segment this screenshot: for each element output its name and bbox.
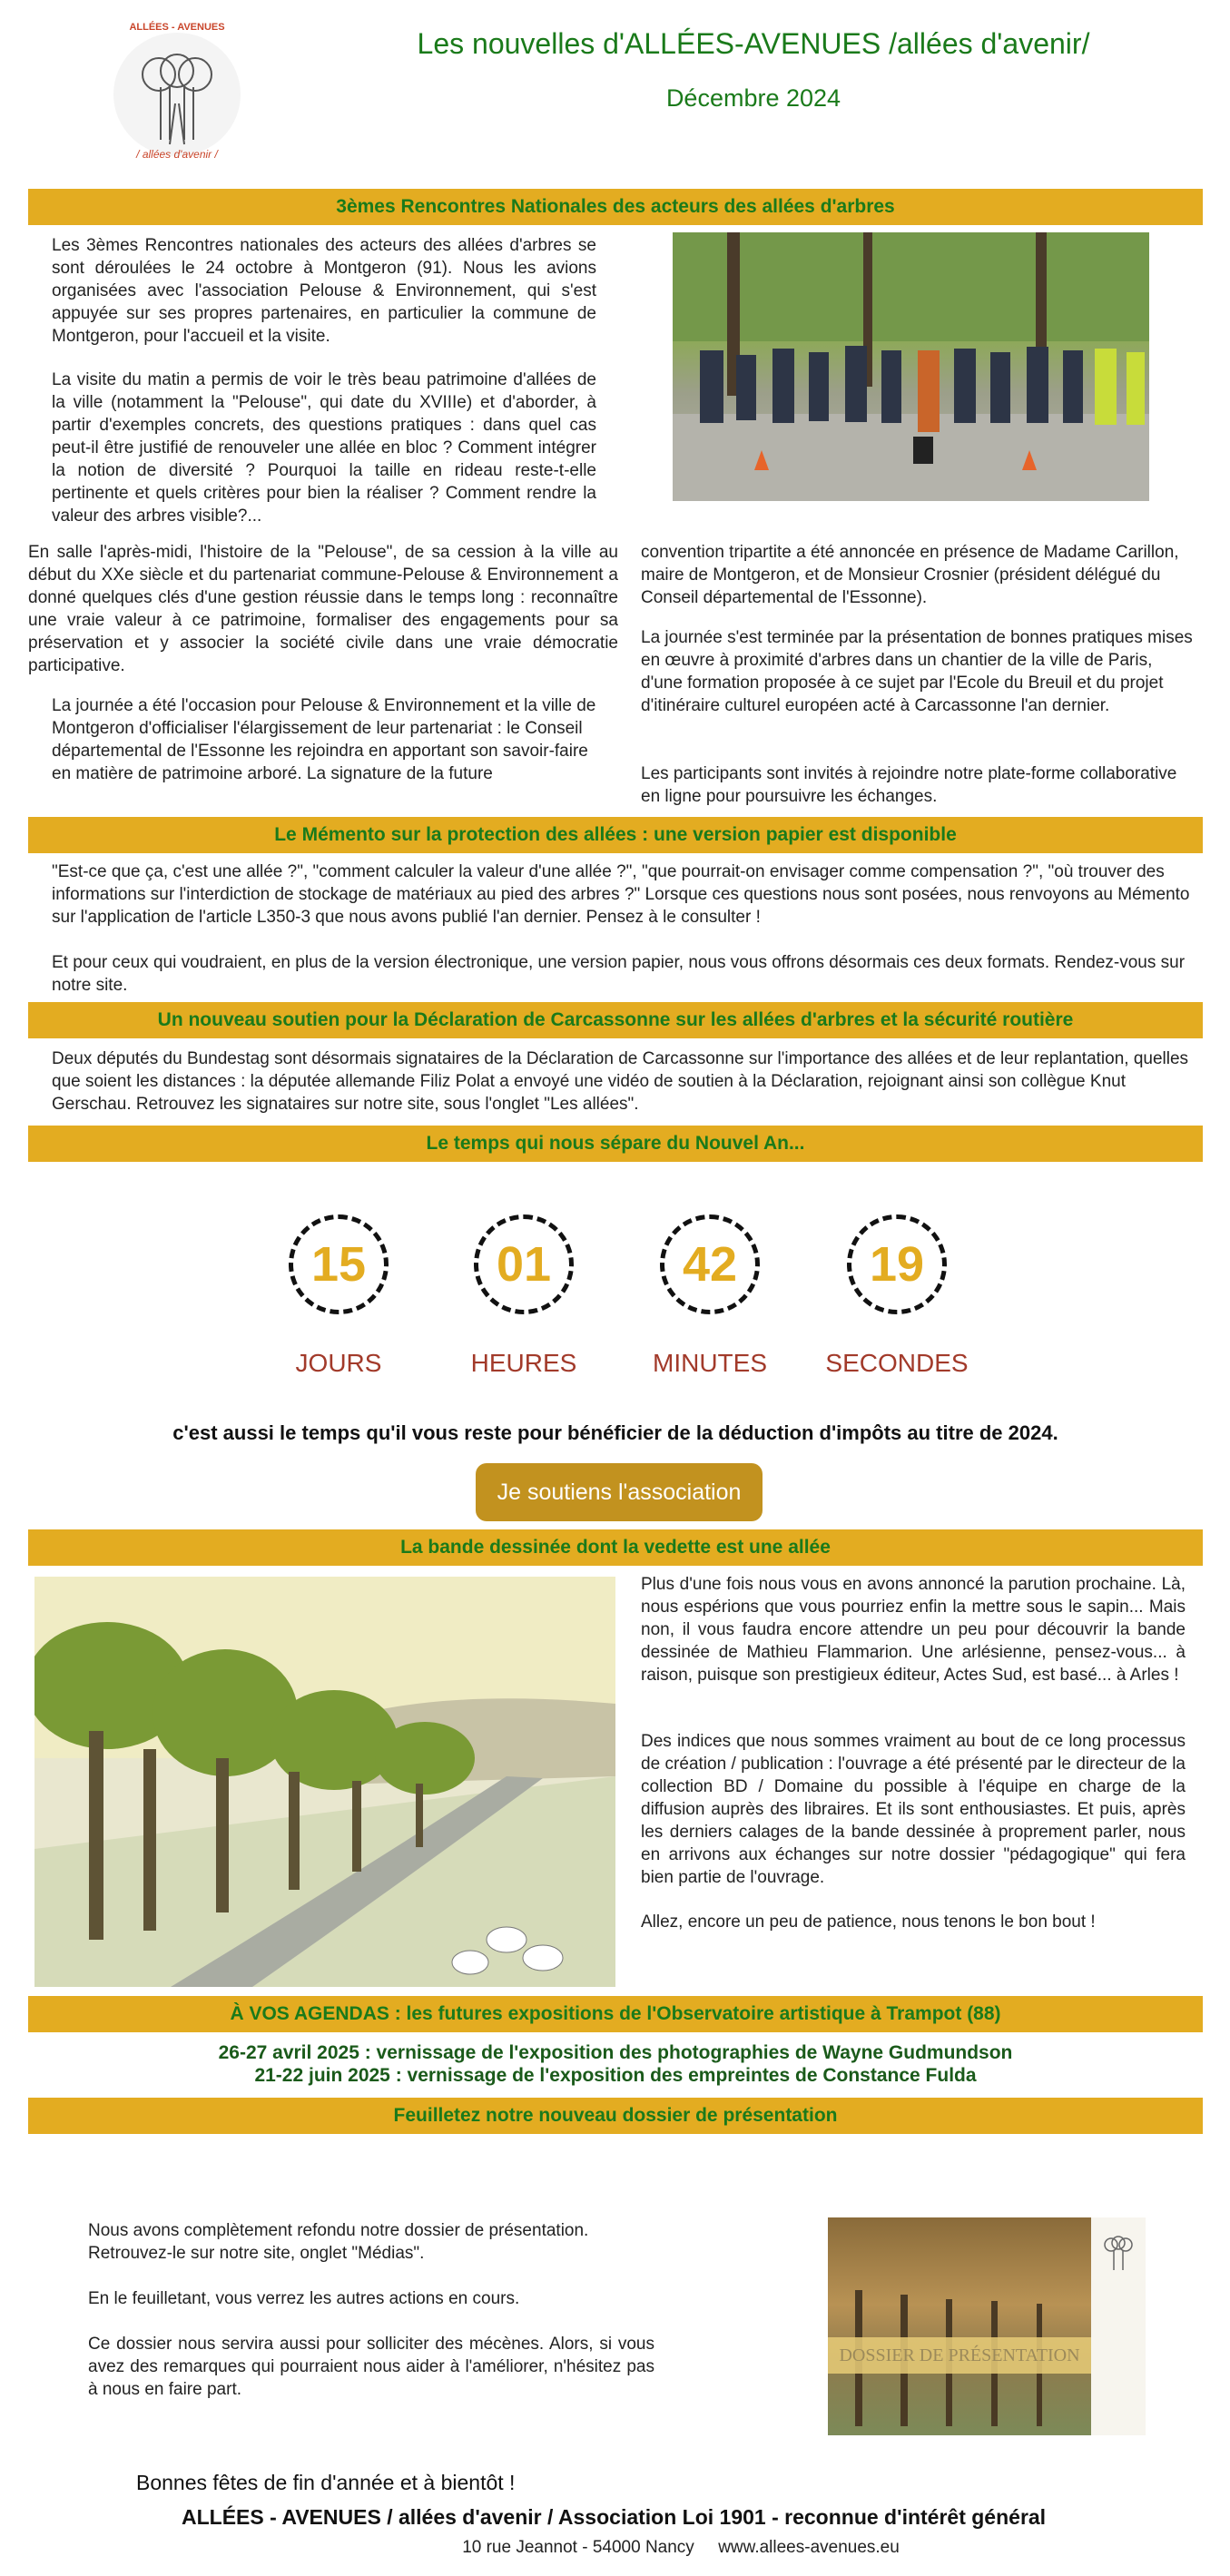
countdown-minutes-label: MINUTES — [653, 1349, 767, 1377]
footer-address: 10 rue Jeannot - 54000 Nancy www.allees-avenues.eu — [462, 2538, 900, 2557]
countdown-hours-label: HEURES — [470, 1349, 577, 1377]
agenda-event-2: 21-22 juin 2025 : vernissage de l'exposition des empreintes de Constance Fulda — [254, 2065, 977, 2086]
dossier-cover-trees — [828, 2217, 1146, 2435]
rencontres-paragraph-2: La visite du matin a permis de voir le très beau patrimoine d'allées de la ville (notamment la "Pelouse", qui date du XVIIIe) et d'aborder, à partir d'exemples concrets, des questions pratiques : dans quel cas peut-il être justifié de renouveler une allée en bloc ? Comment intégrer la notion de diversité ? Pourquoi la taille en rideau reste-t-elle pertinente et quels critères pour bien la réaliser ? Comment rendre la valeur des arbres visible?... — [52, 370, 596, 526]
section-heading-dossier: Feuilletez notre nouveau dossier de présentation — [28, 2098, 1203, 2134]
countdown-seconds-circle: 19 — [847, 1214, 947, 1314]
section-heading-comic: La bande dessinée dont la vedette est une allée — [28, 1529, 1203, 1566]
rencontres-photo — [673, 232, 1149, 501]
countdown-minutes-circle: 42 — [660, 1214, 760, 1314]
memento-paragraph-2: Et pour ceux qui voudraient, en plus de la version électronique, une version papier, nous vous offrons désormais ces deux formats. Rendez-vous sur notre site. — [52, 953, 1186, 995]
rencontres-paragraph-5: convention tripartite a été annoncée en présence de Madame Carillon, maire de Montgeron, et de Monsieur Crosnier (président délégué du Conseil départemental de l'Essonne). — [641, 543, 1179, 607]
footer-organisation: ALLÉES - AVENUES / allées d'avenir / Association Loi 1901 - reconnue d'intérêt général — [182, 2505, 1047, 2529]
section-heading-carcassonne: Un nouveau soutien pour la Déclaration de Carcassonne sur les allées d'arbres et la sécurité routière — [28, 1002, 1203, 1038]
support-association-button[interactable]: Je soutiens l'association — [476, 1463, 763, 1521]
newsletter-title: Les nouvelles d'ALLÉES-AVENUES /allées d'avenir/ — [417, 27, 1090, 60]
dossier-cover[interactable] — [828, 2217, 1146, 2435]
countdown-days-circle: 15 — [289, 1214, 389, 1314]
carcassonne-paragraph: Deux députés du Bundestag sont désormais signataires de la Déclaration de Carcassonne sur l'importance des allées et de leur replantation, quelles que soient les distances : la députée allemande Filiz Polat a envoyé une vidéo de soutien à la Déclaration, rejoignant ainsi son collègue Knut Gerschau. Retrouvez les signataires sur notre site, sous l'onglet "Les allées". — [52, 1049, 1189, 1114]
dossier-paragraph-3: Ce dossier nous servira aussi pour solliciter des mécènes. Alors, si vous avez des remarques qui pourraient nous aider à l'améliorer, n'hésitez pas à nous en faire part. — [88, 2335, 654, 2399]
logo-trees-icon — [86, 31, 268, 158]
rencontres-paragraph-4: La journée a été l'occasion pour Pelouse & Environnement et la ville de Montgeron d'officialiser l'élargissement de leur partenariat : le Conseil départemental de l'Essonne les rejoindra en apportant son savoir-faire en matière de patrimoine arboré. La signature de la future — [52, 696, 596, 783]
group-photo-illustration — [673, 232, 1149, 501]
section-heading-rencontres: 3èmes Rencontres Nationales des acteurs des allées d'arbres — [28, 189, 1203, 225]
comic-paragraph-3: Allez, encore un peu de patience, nous tenons le bon bout ! — [641, 1912, 1096, 1932]
dossier-paragraph-1: Nous avons complètement refondu notre dossier de présentation. Retrouvez-le sur notre site, onglet "Médias". — [88, 2221, 589, 2263]
dossier-paragraph-2: En le feuilletant, vous verrez les autres actions en cours. — [88, 2289, 520, 2308]
countdown-seconds-label: SECONDES — [825, 1349, 969, 1377]
comic-avenue-drawing — [34, 1577, 615, 1987]
section-heading-agenda: À VOS AGENDAS : les futures expositions de l'Observatoire artistique à Trampot (88) — [28, 1996, 1203, 2032]
rencontres-paragraph-6: La journée s'est terminée par la présentation de bonnes pratiques mises en œuvre à proximité d'arbres dans un chantier de la ville de Paris, d'une formation proposée à ce sujet par l'Ecole du Breuil et du projet d'itinéraire culturel européen acté à Carcassonne l'an dernier. — [641, 628, 1193, 715]
logo-bottom-text: / allées d'avenir / — [136, 148, 218, 161]
dossier-cover-label: DOSSIER DE PRÉSENTATION — [828, 2337, 1091, 2374]
comic-illustration — [34, 1577, 615, 1987]
rencontres-paragraph-7: Les participants sont invités à rejoindre notre plate-forme collaborative en ligne pour poursuivre les échanges. — [641, 764, 1177, 806]
memento-paragraph-1: "Est-ce que ça, c'est une allée ?", "comment calculer la valeur d'une allée ?", "que pourrait-on envisager comme compensation ?", "où trouver des informations sur l'interdiction de stockage de matériaux au pied des arbres ?" Lorsque ces questions nous sont posées, nous renvoyons au Mémento sur l'application de l'article L350-3 que nous avons publié l'an dernier. Pensez à le consulter ! — [52, 862, 1190, 927]
section-heading-countdown: Le temps qui nous sépare du Nouvel An... — [28, 1126, 1203, 1162]
section-heading-memento: Le Mémento sur la protection des allées : une version papier est disponible — [28, 817, 1203, 853]
logo — [86, 18, 268, 163]
season-greeting: Bonnes fêtes de fin d'année et à bientôt ! — [136, 2471, 516, 2494]
rencontres-paragraph-1: Les 3èmes Rencontres nationales des acteurs des allées d'arbres se sont déroulées le 24 octobre à Montgeron (91). Nous les avions organisées avec l'association Pelouse & Environnement, qui s'est appuyée sur ses propres partenaires, en particulier la commune de Montgeron, pour l'accueil et la visite. — [52, 236, 596, 346]
rencontres-paragraph-3: En salle l'après-midi, l'histoire de la "Pelouse", de sa cession à la ville au début du XXe siècle et du partenariat commune-Pelouse & Environnement a donné quelques clés d'une gestion réussie dans le temps long : reconnaître une vraie valeur à ce patrimoine, formaliser des engagements pour sa préservation et y associer la société civile dans une vraie démocratie participative. — [28, 543, 618, 675]
countdown-days-label: JOURS — [295, 1349, 382, 1377]
comic-paragraph-2: Des indices que nous sommes vraiment au bout de ce long processus de création / publication : l'ouvrage a été présenté par le directeur de la collection BD / Domaine du possible à l'équipe en charge de la diffusion auprès des libraires. Et ils sont enthousiastes. Et puis, après les derniers calages de la bande dessinée à proprement parler, nous en arrivons aux échanges sur notre dossier "pédagogique" qui fera bien partie de l'ouvrage. — [641, 1732, 1186, 1887]
logo-top-text: ALLÉES - AVENUES — [129, 22, 225, 33]
tax-deduction-tagline: c'est aussi le temps qu'il vous reste pour bénéficier de la déduction d'impôts au titre de 2024. — [172, 1421, 1058, 1444]
agenda-event-1: 26-27 avril 2025 : vernissage de l'exposition des photographies de Wayne Gudmundson — [218, 2042, 1013, 2063]
newsletter-date: Décembre 2024 — [665, 84, 841, 112]
comic-paragraph-1: Plus d'une fois nous vous en avons annoncé la parution prochaine. Là, nous espérions que vous pourriez enfin la mettre sous le sapin... Mais non, il vous faudra encore attendre un peu pour découvrir la bande dessinée de Mathieu Flammarion. Une arlésienne, pensez-vous... à raison, puisque son prestigieux éditeur, Actes Sud, est basé... à Arles ! — [641, 1575, 1186, 1685]
countdown-hours-circle: 01 — [474, 1214, 574, 1314]
